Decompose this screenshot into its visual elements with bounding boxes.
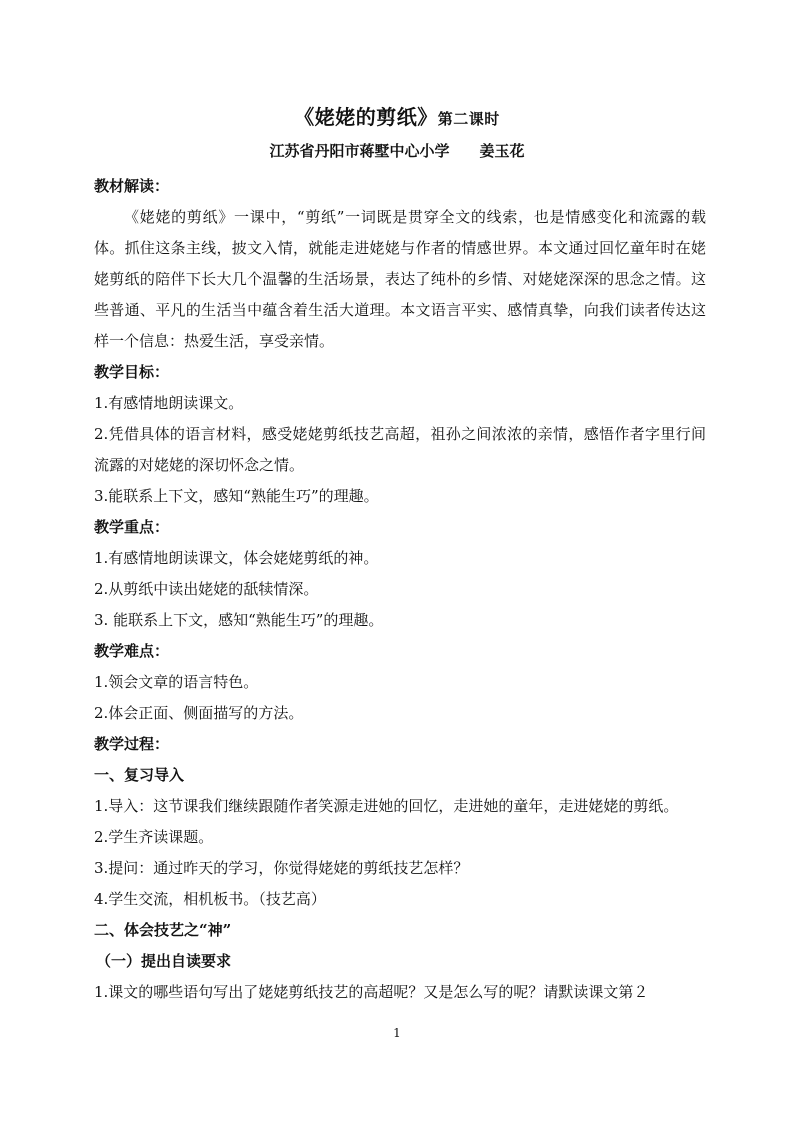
document-title bbox=[0, 104, 794, 132]
title-sub: 第二课时 bbox=[437, 110, 500, 128]
focus-item-3: 3. 能联系上下文，感知“熟能生巧”的理趣。 bbox=[94, 611, 384, 629]
process-part1-item-2: 2.学生齐读课题。 bbox=[94, 828, 214, 846]
process-part2-item-1: 1.课文的哪些语句写出了姥姥剪纸技艺的高超呢？又是怎么写的呢？请默读课文第２ bbox=[94, 983, 649, 1001]
focus-item-2: 2.从剪纸中读出姥姥的舐犊情深。 bbox=[94, 580, 319, 598]
page-number: 1 bbox=[393, 1026, 401, 1040]
document-body bbox=[94, 171, 706, 1008]
goal-item-1: 1.有感情地朗读课文。 bbox=[94, 394, 244, 412]
textbook-heading: 教材解读： bbox=[94, 177, 170, 195]
author-line bbox=[0, 140, 794, 162]
process-part2-heading: 二、体会技艺之“神” bbox=[94, 921, 232, 939]
process-part1-item-4: 4.学生交流，相机板书。（技艺高） bbox=[94, 890, 326, 908]
title-main: 《姥姥的剪纸》 bbox=[294, 105, 438, 129]
difficulty-item-2: 2.体会正面、侧面描写的方法。 bbox=[94, 704, 304, 722]
process-part2-subheading: （一）提出自读要求 bbox=[96, 952, 232, 970]
process-part1-item-1: 1.导入：这节课我们继续跟随作者笑源走进她的回忆，走进她的童年，走进姥姥的剪纸。 bbox=[94, 797, 679, 815]
author-name: 姜玉花 bbox=[479, 142, 525, 160]
goals-heading: 教学目标： bbox=[94, 363, 170, 381]
process-heading: 教学过程： bbox=[94, 735, 170, 753]
focus-heading: 教学重点： bbox=[94, 518, 170, 536]
author-school: 江苏省丹阳市蒋墅中心小学 bbox=[269, 142, 450, 160]
goal-item-3: 3.能联系上下文，感知“熟能生巧”的理趣。 bbox=[94, 487, 379, 505]
difficulty-heading: 教学难点： bbox=[94, 642, 170, 660]
goal-item-2: 2.凭借具体的语言材料，感受姥姥剪纸技艺高超，祖孙之间浓浓的亲情，感悟作者字里行间流露的对姥姥的深切怀念之情。 bbox=[94, 425, 706, 474]
difficulty-item-1: 1.领会文章的语言特色。 bbox=[94, 673, 259, 691]
textbook-paragraph: 《姥姥的剪纸》一课中，“剪纸”一词既是贯穿全文的线索，也是情感变化和流露的载体。抓住这条主线，披文入情，就能走进姥姥与作者的情感世界。本文通过回忆童年时在姥姥剪纸的陪伴下长大几个温馨的生活场景，表达了纯朴的乡情、对姥姥深深的思念之情。这些普通、平凡的生活当中蕴含着生活大道理。本文语言平实、感情真挚，向我们读者传达这样一个信息：热爱生活，享受亲情。 bbox=[94, 208, 706, 350]
process-part1-item-3: 3.提问：通过昨天的学习，你觉得姥姥的剪纸技艺怎样？ bbox=[94, 859, 469, 877]
focus-item-1: 1.有感情地朗读课文，体会姥姥剪纸的神。 bbox=[94, 549, 379, 567]
process-part1-heading: 一、复习导入 bbox=[94, 766, 185, 784]
